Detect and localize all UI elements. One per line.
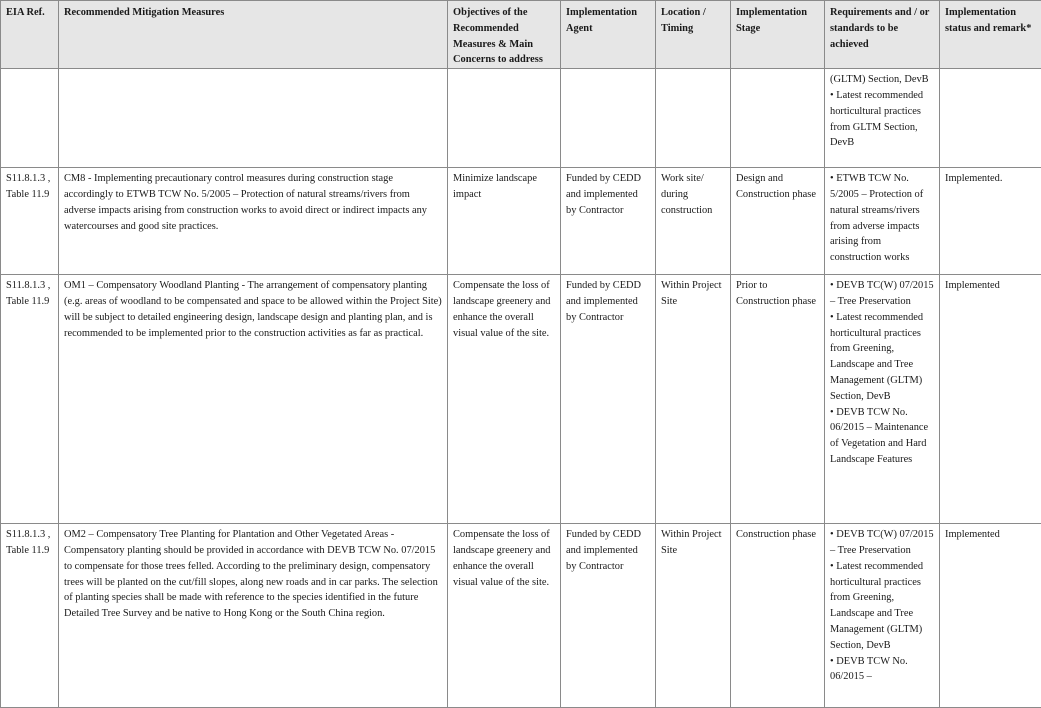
cell-eia-ref [1,69,59,168]
cell-status: Implemented [940,275,1041,524]
table-row [1,168,1041,275]
cell-measure: OM2 – Compensatory Tree Planting for Plantation and Other Vegetated Areas - Compensatory planting should be provided in accordance with DEVB TCW No. 07/2015 to compensate for those trees felled. According to the preliminary design, compensatory trees will be planted on the cut/fill slopes, along new roads and in car parks. The selection of planting species shall be made with reference to the species identified in the future Detailed Tree Survey and be native to Hong Kong or the South China region. [59,524,448,708]
cell-requirements [825,524,940,708]
cell-measure: OM1 – Compensatory Woodland Planting - The arrangement of compensatory planting (e.g. areas of woodland to be compensated and space to be allowed within the Project Site) will be subject to detailed engineering design, landscape design and planting plan, and is recommended to be implemented prior to the construction activities as far as practical. [59,275,448,524]
col-header-implementation-stage: Implementation Stage [731,1,825,69]
table-row [1,524,1041,708]
requirement-item: • DEVB TC(W) 07/2015 – Tree Preservation [830,527,934,559]
col-header-status: Implementation status and remark* [940,1,1041,69]
cell-eia-ref: S11.8.1.3 , Table 11.9 [1,168,59,275]
cell-location: Within Project Site [656,524,731,708]
cell-status: Implemented [940,524,1041,708]
cell-status [940,69,1041,168]
cell-agent: Funded by CEDD and implemented by Contractor [561,275,656,524]
cell-eia-ref: S11.8.1.3 , Table 11.9 [1,275,59,524]
col-header-location-timing: Location / Timing [656,1,731,69]
requirement-item: • Latest recommended horticultural practices from Greening, Landscape and Tree Management (GLTM) Section, DevB [830,559,934,654]
cell-stage [731,69,825,168]
cell-location: Work site/ during construction [656,168,731,275]
table-row [1,69,1041,168]
col-header-objectives: Objectives of the Recommended Measures & Main Concerns to address [448,1,561,69]
col-header-mitigation-measures: Recommended Mitigation Measures [59,1,448,69]
requirement-item: • Latest recommended horticultural practices from Greening, Landscape and Tree Management (GLTM) Section, DevB [830,310,934,405]
cell-agent: Funded by CEDD and implemented by Contractor [561,524,656,708]
requirement-item: • DEVB TC(W) 07/2015 – Tree Preservation [830,278,934,310]
cell-measure: CM8 - Implementing precautionary control measures during construction stage accordingly to ETWB TCW No. 5/2005 – Protection of natural streams/rivers from adverse impacts arising from construction works to avoid direct or indirect impacts any watercourses and good site practices. [59,168,448,275]
cell-objective: Compensate the loss of landscape greenery and enhance the overall visual value of the site. [448,275,561,524]
cell-measure [59,69,448,168]
header-row [1,1,1041,69]
cell-requirements [825,69,940,168]
requirement-item: • DEVB TCW No. 06/2015 – Maintenance of Vegetation and Hard Landscape Features [830,405,934,468]
col-header-requirements: Requirements and / or standards to be achieved [825,1,940,69]
cell-eia-ref: S11.8.1.3 , Table 11.9 [1,524,59,708]
cell-location [656,69,731,168]
requirement-item: (GLTM) Section, DevB [830,72,934,88]
cell-objective [448,69,561,168]
cell-agent: Funded by CEDD and implemented by Contractor [561,168,656,275]
cell-requirements [825,168,940,275]
table-row [1,275,1041,524]
cell-agent [561,69,656,168]
cell-location: Within Project Site [656,275,731,524]
cell-stage: Prior to Construction phase [731,275,825,524]
cell-objective: Minimize landscape impact [448,168,561,275]
requirement-item: • Latest recommended horticultural practices from GLTM Section, DevB [830,88,934,151]
requirement-item: • ETWB TCW No. 5/2005 – Protection of natural streams/rivers from adverse impacts arising from construction works [830,171,934,266]
cell-objective: Compensate the loss of landscape greenery and enhance the overall visual value of the site. [448,524,561,708]
cell-status: Implemented. [940,168,1041,275]
col-header-implementation-agent: Implementation Agent [561,1,656,69]
requirement-item: • DEVB TCW No. 06/2015 – [830,654,934,686]
cell-requirements [825,275,940,524]
cell-stage: Design and Construction phase [731,168,825,275]
cell-stage: Construction phase [731,524,825,708]
col-header-eia-ref: EIA Ref. [1,1,59,69]
